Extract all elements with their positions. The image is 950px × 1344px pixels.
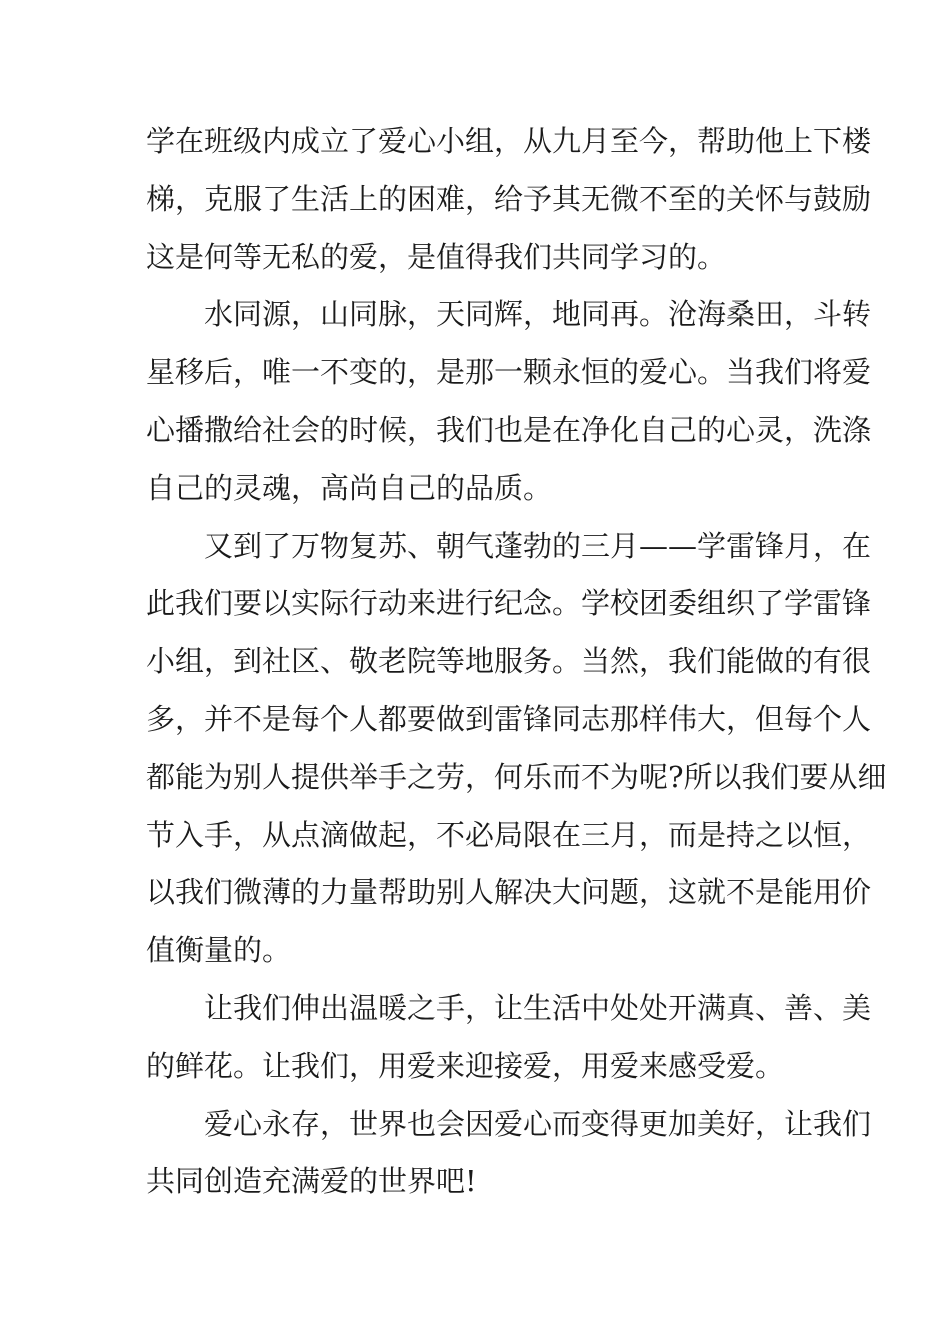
- text-line: 此我们要以实际行动来进行纪念。学校团委组织了学雷锋: [146, 586, 872, 621]
- text-line: 小组，到社区、敬老院等地服务。当然，我们能做的有很: [146, 644, 872, 679]
- text-line: 让我们伸出温暖之手，让生活中处处开满真、善、美: [204, 990, 872, 1025]
- text-line: 多，并不是每个人都要做到雷锋同志那样伟大，但每个人: [146, 701, 872, 736]
- body-text: [146, 113, 887, 1211]
- text-line: 共同创造充满爱的世界吧!: [146, 1164, 477, 1199]
- text-line: 心播撒给社会的时候，我们也是在净化自己的心灵，洗涤: [146, 412, 872, 447]
- text-line: 梯，克服了生活上的困难，给予其无微不至的关怀与鼓励: [146, 181, 872, 216]
- text-line: 又到了万物复苏、朝气蓬勃的三月——学雷锋月，在: [204, 528, 872, 563]
- text-line: 这是何等无私的爱，是值得我们共同学习的。: [146, 239, 727, 274]
- text-line: 的鲜花。让我们，用爱来迎接爱，用爱来感受爱。: [146, 1048, 785, 1083]
- text-line: 自己的灵魂，高尚自己的品质。: [146, 470, 553, 505]
- text-line: 水同源，山同脉，天同辉，地同再。沧海桑田，斗转: [204, 297, 872, 332]
- text-line: 以我们微薄的力量帮助别人解决大问题，这就不是能用价: [146, 875, 872, 910]
- text-line: 学在班级内成立了爱心小组，从九月至今，帮助他上下楼: [146, 124, 872, 158]
- text-line: 爱心永存，世界也会因爱心而变得更加美好，让我们: [204, 1106, 872, 1141]
- text-line: 星移后，唯一不变的，是那一颗永恒的爱心。当我们将爱: [146, 355, 872, 390]
- text-line: 值衡量的。: [146, 933, 292, 968]
- text-line: 节入手，从点滴做起，不必局限在三月，而是持之以恒，: [146, 817, 872, 852]
- text-line: 都能为别人提供举手之劳，何乐而不为呢?所以我们要从细: [146, 759, 887, 794]
